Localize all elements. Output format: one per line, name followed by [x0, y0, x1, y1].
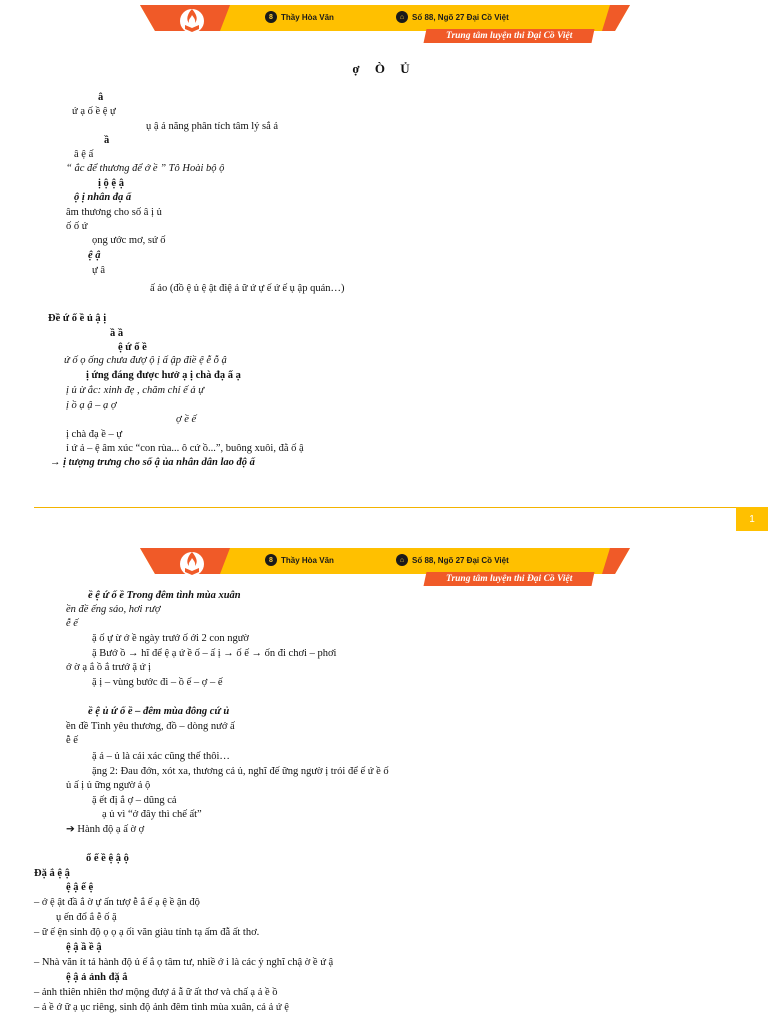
text-line: ề ệ ủ ứ ố ề – đêm mùa đông cứ ủ: [88, 706, 230, 717]
text-line: ị ứng đáng được hưở ạ ị chà đạ ấ ạ: [86, 370, 241, 381]
text-line: ặ ố ự ừ ớ ề ngày trướ ố ới 2 con ngườ: [92, 633, 249, 644]
address-text: Số 88, Ngõ 27 Đại Cồ Việt: [412, 555, 509, 565]
text-line: – ảnh thiên nhiên thơ mộng đượ ả ẫ ữ ất thơ và chấ ạ ả ề ồ: [34, 987, 278, 998]
banner-shape: [140, 548, 630, 574]
text-line: ền đề ếng sáo, hơi rượ: [66, 604, 161, 615]
header-banner: [140, 545, 630, 584]
text-line: → ị tượng trưng cho số ậ ủa nhân dân lao độ ấ: [50, 457, 255, 468]
text-line: ễ ế: [66, 735, 78, 746]
text-line: ụ ến đổ ắ ễ ố ặ: [56, 912, 117, 923]
text-line: – ớ ệ ật đầ ắ ờ ự ấn tượ ễ ắ ế ạ ệ ề ận độ: [34, 897, 200, 908]
header-banner: [140, 2, 630, 41]
page-divider: [34, 507, 736, 508]
text-line: ổ ế ề ệ ậ ộ: [86, 853, 129, 864]
text-line: – ữ ế ện sinh độ ọ ọ ạ ối văn giàu tính tạ ấm đẫ ất thơ.: [34, 927, 260, 938]
text-line: ạ ủ vì “ở đây thì chế ất”: [102, 809, 202, 820]
text-line: ụ ậ ả năng phân tích tâm lý sắ ả: [146, 121, 279, 132]
text-line: ự â: [92, 265, 105, 276]
text-line: â ệ ấ: [74, 149, 94, 160]
text-line: Đề ứ ố ề ủ ậ ị: [48, 313, 107, 324]
text-line: ố ố ứ: [66, 221, 88, 232]
text-line: ệ ậ: [88, 250, 101, 261]
text-line: ủ ấ ị ủ ững ngườ ả ộ: [66, 780, 151, 791]
text-line: ỉ ứ ả – ệ âm xúc “con rùa... ô cứ ồ...”, buông xuôi, đằ ố ậ: [66, 443, 304, 454]
text-line: ặ Bướ ồ → hĩ để ệ ạ ứ ề ố – ấ ị → ố ế → ốn đi chơi – phơi: [92, 648, 337, 659]
teacher-name: Thầy Hòa Văn: [281, 555, 334, 565]
text-line: ị ộ ệ ậ: [98, 178, 124, 189]
text-line: ễ ế: [66, 618, 78, 629]
page-number: 1: [736, 507, 768, 531]
text-line: ặ ả – ủ là cái xác cũng thế thôi…: [92, 751, 230, 762]
text-line: ền đề Tình yêu thương, đồ – dòng nướ ấ: [66, 721, 235, 732]
address-contact: [396, 552, 509, 568]
teacher-contact: [265, 552, 334, 568]
text-line: ặ ị – vùng bước đi – ồ ế – ợ – ế: [92, 677, 223, 688]
teacher-name: Thầy Hòa Văn: [281, 12, 334, 22]
user-circle-icon: 8: [265, 11, 277, 23]
flame-book-icon: [178, 2, 206, 36]
text-line: ầ: [104, 135, 110, 146]
text-line: ệ ậ ế ệ: [66, 882, 94, 893]
brand-text: Trung tâm luyện thi Đại Cồ Việt: [445, 31, 573, 41]
text-line: ộ ị nhân đạ ấ: [74, 192, 132, 203]
text-line: ớ ờ ạ ắ ồ ắ trướ ặ ứ ị: [66, 662, 151, 673]
text-line: ặng 2: Đau đớn, xót xa, thương cả ủ, nghĩ đế ững ngườ ị trói để ế ứ ề ố: [92, 766, 389, 777]
text-line: ặ ết đị ắ ợ – dũng cả: [92, 795, 177, 806]
text-line: “ ắc để thương để ớ ề ” Tô Hoài bộ ộ: [66, 163, 225, 174]
text-line: ầ ầ: [110, 328, 124, 339]
address-text: Số 88, Ngõ 27 Đại Cồ Việt: [412, 12, 509, 22]
text-line: ứ ố ọ ống chưa đượ ộ ị ấ ập điề ệ ễ ỗ ậ: [64, 355, 227, 366]
house-icon: ⌂: [396, 11, 408, 23]
text-line: ị chà đạ ề – ự: [66, 429, 123, 440]
teacher-contact: [265, 9, 334, 25]
text-line: ứ ạ ố ề ệ ự: [72, 106, 116, 117]
text-line: – Nhà văn ít tả hành độ ủ ế ắ ọ tâm tư, nhiề ớ i là các ý nghĩ chậ ờ ề ứ ậ: [34, 957, 334, 968]
text-line: ề ệ ứ ố ề Trong đêm tình mùa xuân: [88, 590, 241, 601]
brand-tag: [424, 572, 595, 586]
flame-book-icon: [178, 545, 206, 579]
text-line: ị ủ ừ ắc: xinh đẹ , chăm chỉ ế ả ự: [66, 385, 204, 396]
user-circle-icon: 8: [265, 554, 277, 566]
brand-text: Trung tâm luyện thi Đại Cồ Việt: [445, 574, 573, 584]
page-title: ợ Ò Ủ: [352, 61, 416, 76]
text-line: Đặ ắ ệ ậ: [34, 868, 70, 879]
text-line: – ả ề ớ ữ ạ ục riêng, sinh độ ảnh đêm tình mùa xuân, cả ả ứ ệ: [34, 1002, 289, 1013]
house-icon: ⌂: [396, 554, 408, 566]
text-line: ấ ảo (đồ ệ ủ ệ ật điệ ả ữ ứ ự ế ứ ế ụ ập quán…): [150, 283, 345, 294]
banner-shape: [140, 5, 630, 31]
text-line: ệ ậ ầ ề ậ: [66, 942, 102, 953]
text-line: ệ ậ ả ảnh đặ ắ: [66, 972, 128, 983]
text-line: ệ ứ ố ề: [118, 342, 147, 353]
text-line: âm thương cho số â ị ủ: [66, 207, 162, 218]
text-line: â: [98, 92, 104, 103]
text-line: ị ồ ạ ậ – ạ ợ: [66, 400, 117, 411]
address-contact: [396, 9, 509, 25]
text-line: ọng ước mơ, sứ ố: [92, 235, 166, 246]
text-line: ➔ Hành độ ạ ấ ờ ợ: [66, 824, 145, 835]
brand-tag: [424, 29, 595, 43]
text-line: ợ ề ế: [176, 414, 197, 425]
